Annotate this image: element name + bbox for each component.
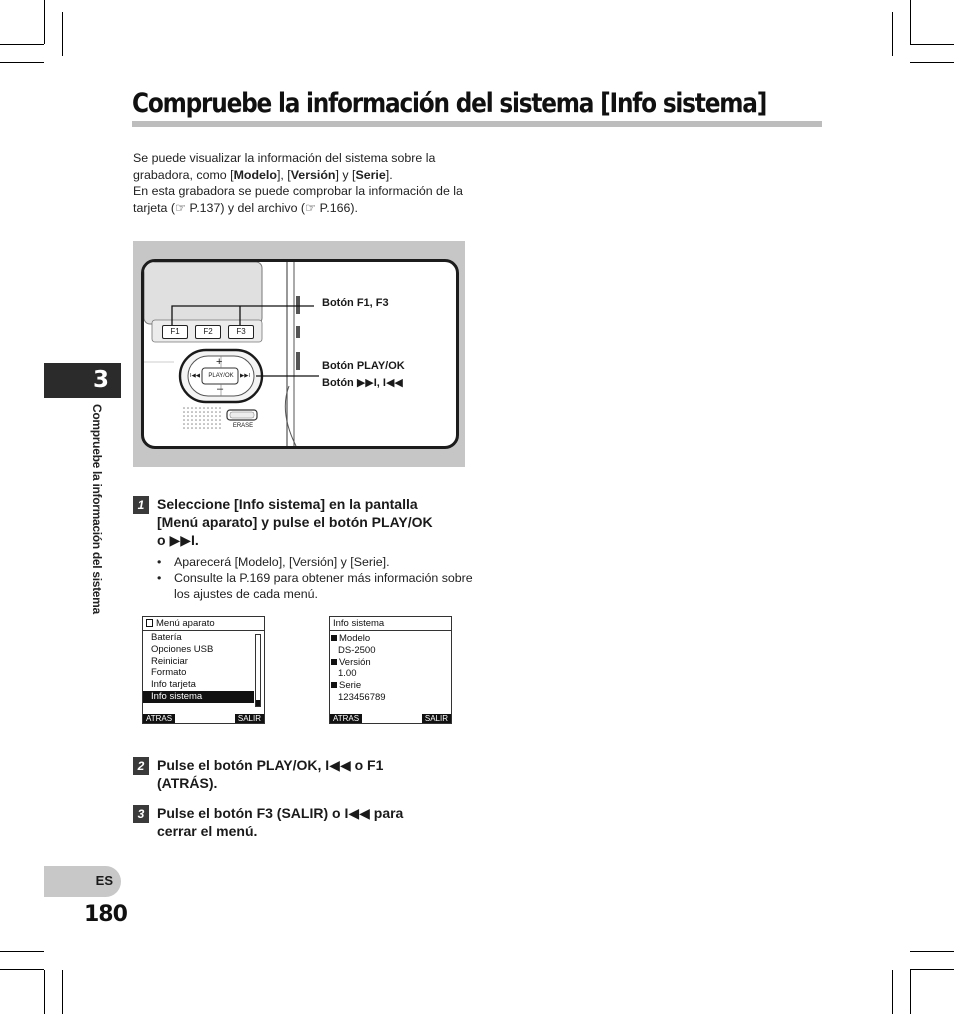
footer-atras[interactable]: ATRAS	[143, 714, 175, 723]
screen-footer	[143, 714, 264, 723]
step-1-line-b: [Menú aparato] y pulse el botón PLAY/OK	[157, 514, 433, 530]
intro-sep: ] y [	[335, 167, 356, 182]
crop-mark	[44, 0, 45, 44]
crop-mark	[910, 969, 954, 970]
info-label-text: Serie	[339, 680, 362, 692]
crop-mark	[62, 12, 63, 56]
label-play-ok	[322, 360, 405, 372]
intro-version: Versión	[290, 167, 336, 182]
f3-button[interactable]	[228, 325, 254, 339]
crop-mark	[0, 44, 44, 45]
info-label-text: Modelo	[339, 633, 371, 644]
crop-mark	[0, 62, 44, 63]
footer-salir[interactable]: SALIR	[422, 714, 451, 723]
page-title: Compruebe la información del sistema [Info sistema]	[132, 88, 767, 119]
label-play-prefix: Botón	[322, 360, 357, 372]
info-value-modelo: DS-2500	[338, 644, 376, 656]
crop-mark	[44, 970, 45, 1014]
step-2-line-b: (ATRÁS).	[157, 775, 218, 791]
label-f1-f3	[322, 297, 389, 309]
screen-info-sistema	[329, 616, 452, 724]
language-label: ES	[95, 873, 113, 888]
step-1-line-c: o ▶▶I.	[157, 532, 199, 548]
menu-icon	[146, 619, 153, 627]
intro-text-2: En esta grabadora se puede comprobar la información de la tarjeta (☞ P.137) y del archivo (☞ P.166).	[133, 184, 463, 215]
intro-sep: ], [	[276, 167, 291, 182]
label-f1-f3-keys: F1, F3	[356, 297, 389, 309]
step-2-number: 2	[133, 757, 149, 775]
menu-scrollbar[interactable]	[255, 634, 261, 707]
step-1-notes	[157, 554, 477, 602]
crop-mark	[892, 12, 893, 56]
step-3-line-b: cerrar el menú.	[157, 823, 258, 839]
step-2-text	[157, 756, 477, 792]
crop-mark	[910, 0, 911, 44]
f2-button[interactable]	[195, 325, 221, 339]
step-3-text	[157, 804, 477, 840]
intro-text: ].	[385, 167, 393, 182]
crop-mark	[0, 951, 44, 952]
intro-serie: Serie	[355, 167, 386, 182]
step-3-line-a: Pulse el botón F3 (SALIR) o I◀◀ para	[157, 805, 404, 821]
intro-text: Se puede visualizar la información del sistema sobre la grabadora, como [	[133, 151, 436, 182]
crop-mark	[62, 970, 63, 1014]
crop-mark	[892, 970, 893, 1014]
chapter-tab	[44, 363, 121, 398]
info-value-version: 1.00	[338, 668, 357, 680]
info-label-serie	[330, 680, 451, 692]
label-f1-f3-prefix: Botón	[322, 297, 357, 309]
note-item: • Aparecerá [Modelo], [Versión] y [Serie].	[157, 554, 477, 570]
f1-label: F1	[170, 327, 180, 336]
label-skip: Botón ▶▶I, I◀◀	[322, 377, 403, 389]
device-drawing	[144, 262, 456, 446]
fast-forward-button-icon[interactable]: ▶▶I	[240, 373, 250, 379]
step-1-text	[157, 495, 477, 549]
intro-paragraph	[133, 150, 473, 216]
chapter-number: 3	[92, 367, 109, 393]
scrollbar-thumb[interactable]	[256, 700, 260, 706]
play-ok-button[interactable]: PLAY/OK	[208, 373, 234, 379]
menu-item-reiniciar[interactable]: Reiniciar	[151, 655, 188, 667]
chapter-side-label: Compruebe la información del sistema	[90, 404, 104, 614]
rewind-button-icon[interactable]: I◀◀	[190, 373, 200, 379]
plus-button-label[interactable]: +	[216, 356, 223, 368]
screen-menu-header	[143, 617, 264, 631]
menu-item-bateria[interactable]: Batería	[151, 632, 182, 643]
intro-modelo: Modelo	[233, 167, 277, 182]
footer-salir[interactable]: SALIR	[235, 714, 264, 723]
erase-button-label[interactable]: ERASE	[232, 423, 254, 429]
f3-label: F3	[236, 327, 246, 336]
step-1-line-a: Seleccione [Info sistema] en la pantalla	[157, 496, 418, 512]
step-2-line-a: Pulse el botón PLAY/OK, I◀◀ o F1	[157, 757, 384, 773]
menu-item-formato[interactable]: Formato	[151, 667, 187, 679]
crop-mark	[910, 44, 954, 45]
page-number: 180	[84, 902, 127, 927]
info-label-modelo	[330, 633, 451, 645]
bullet-square-icon	[331, 682, 337, 688]
f2-label: F2	[203, 327, 213, 336]
crop-mark	[910, 970, 911, 1014]
info-label-version	[330, 657, 451, 669]
label-play-key: PLAY/OK	[356, 360, 405, 372]
title-underline	[132, 121, 822, 127]
bullet-square-icon	[331, 635, 337, 641]
screen-menu-title: Menú aparato	[156, 618, 215, 629]
step-3-number: 3	[133, 805, 149, 823]
info-value-serie: 123456789	[338, 691, 386, 703]
crop-mark	[910, 951, 954, 952]
menu-item-opciones-usb[interactable]: Opciones USB	[151, 643, 214, 655]
crop-mark	[910, 62, 954, 63]
step-1-number: 1	[133, 496, 149, 514]
menu-item-info-tarjeta[interactable]: Info tarjeta	[151, 679, 196, 691]
minus-button-label[interactable]: –	[217, 383, 224, 395]
note-item: • Consulte la P.169 para obtener más información sobre los ajustes de cada menú.	[157, 570, 477, 602]
menu-item-info-sistema[interactable]: Info sistema	[143, 691, 254, 703]
screen-menu-aparato	[142, 616, 265, 724]
screen-footer	[330, 714, 451, 723]
device-illustration	[141, 259, 459, 449]
device-figure	[133, 241, 465, 467]
bullet-square-icon	[331, 659, 337, 665]
crop-mark	[0, 969, 44, 970]
footer-atras[interactable]: ATRAS	[330, 714, 362, 723]
f1-button[interactable]	[162, 325, 188, 339]
screen-info-header: Info sistema	[330, 617, 451, 631]
info-label-text: Versión	[339, 656, 371, 668]
language-tab	[44, 866, 121, 897]
